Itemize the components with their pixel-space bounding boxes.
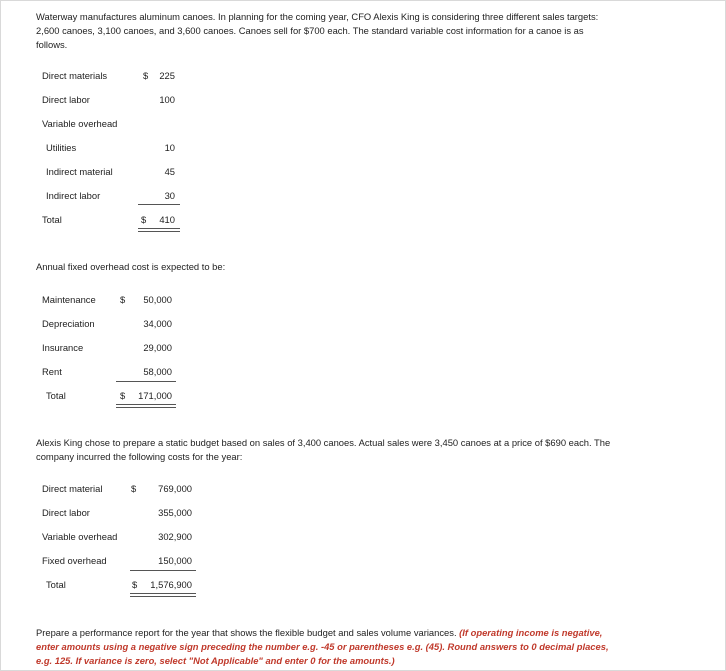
- direct-materials-row: [42, 69, 182, 83]
- actual-results-paragraph: Alexis King chose to prepare a static budget based on sales of 3,400 canoes. Actual sales were 3,450 canoes at a price of $690 each. The company incurred the following costs for the year:: [36, 437, 611, 462]
- indirect-labor-amount: 30: [164, 190, 175, 201]
- variable-overhead-row: [42, 117, 182, 131]
- variable-total-currency: $: [141, 214, 147, 225]
- actual-direct-material-currency: $: [131, 483, 137, 494]
- actual-direct-material-amount: 769,000: [158, 483, 192, 494]
- fixed-total-row: [46, 389, 180, 403]
- actual-direct-labor-label: Direct labor: [42, 507, 90, 518]
- variable-total-row: [42, 213, 182, 227]
- actual-total-label: Total: [46, 579, 66, 590]
- variable-total-amount: 410: [159, 214, 175, 225]
- actual-subtotal-underline: [130, 570, 196, 571]
- direct-materials-label: Direct materials: [42, 70, 108, 81]
- actual-direct-material-row: [42, 482, 198, 496]
- depreciation-row: [42, 317, 180, 331]
- indirect-material-label: Indirect material: [46, 166, 113, 177]
- actual-direct-labor-row: [42, 506, 198, 520]
- actual-variable-overhead-label: Variable overhead: [42, 531, 118, 542]
- fixed-subtotal-underline: [116, 381, 176, 382]
- actual-total-row: [46, 578, 198, 592]
- maintenance-row: [42, 293, 180, 307]
- fixed-total-currency: $: [120, 390, 126, 401]
- indirect-labor-row: [46, 189, 182, 203]
- actual-fixed-overhead-label: Fixed overhead: [42, 555, 107, 566]
- instructions-text: Prepare a performance report for the year that shows the flexible budget and sales volume variances.: [36, 627, 457, 638]
- direct-materials-amount: 225: [159, 70, 175, 81]
- actual-variable-overhead-row: [42, 530, 198, 544]
- indirect-material-amount: 45: [164, 166, 175, 177]
- variable-total-label: Total: [42, 214, 62, 225]
- maintenance-amount: 50,000: [143, 294, 172, 305]
- direct-materials-currency: $: [143, 70, 149, 81]
- maintenance-currency: $: [120, 294, 126, 305]
- actual-direct-labor-amount: 355,000: [158, 507, 192, 518]
- insurance-label: Insurance: [42, 342, 84, 353]
- actual-fixed-overhead-amount: 150,000: [158, 555, 192, 566]
- depreciation-label: Depreciation: [42, 318, 95, 329]
- variable-overhead-label: Variable overhead: [42, 118, 118, 129]
- subtotal-underline: [138, 204, 180, 205]
- actual-variable-overhead-amount: 302,900: [158, 531, 192, 542]
- direct-labor-amount: 100: [159, 94, 175, 105]
- utilities-amount: 10: [164, 142, 175, 153]
- utilities-row: [46, 141, 182, 155]
- rent-amount: 58,000: [143, 366, 172, 377]
- indirect-material-row: [46, 165, 182, 179]
- instructions-note: (If operating income is negative, enter amounts using a negative sign preceding the number e.g. -45 or parentheses e.g. (45). Round answers to 0 decimal places, e.g. 125. If variance is zero, select "Not Applicable" and enter 0 for the amounts.): [36, 627, 609, 666]
- actual-total-amount: 1,576,900: [150, 579, 192, 590]
- fixed-total-amount: 171,000: [138, 390, 172, 401]
- indirect-labor-label: Indirect labor: [46, 190, 101, 201]
- rent-row: [42, 365, 180, 379]
- actual-fixed-overhead-row: [42, 554, 198, 568]
- utilities-label: Utilities: [46, 142, 77, 153]
- actual-total-currency: $: [132, 579, 138, 590]
- fixed-total-label: Total: [46, 390, 66, 401]
- rent-label: Rent: [42, 366, 62, 377]
- actual-direct-material-label: Direct material: [42, 483, 103, 494]
- insurance-amount: 29,000: [143, 342, 172, 353]
- direct-labor-label: Direct labor: [42, 94, 90, 105]
- intro-paragraph: Waterway manufactures aluminum canoes. In planning for the coming year, CFO Alexis King is considering three different sales targets: 2,600 canoes, 3,100 canoes, and 3,600 canoes. Canoes sell for $700 each. The standard variable cost information for a canoe is as follows.: [36, 11, 599, 50]
- total-double-underline: [138, 228, 180, 232]
- instructions-paragraph: [36, 626, 626, 668]
- direct-labor-row: [42, 93, 182, 107]
- maintenance-label: Maintenance: [42, 294, 96, 305]
- fixed-overhead-intro: Annual fixed overhead cost is expected to be:: [36, 261, 226, 272]
- insurance-row: [42, 341, 180, 355]
- actual-total-double-underline: [130, 593, 196, 597]
- depreciation-amount: 34,000: [143, 318, 172, 329]
- fixed-total-double-underline: [116, 404, 176, 408]
